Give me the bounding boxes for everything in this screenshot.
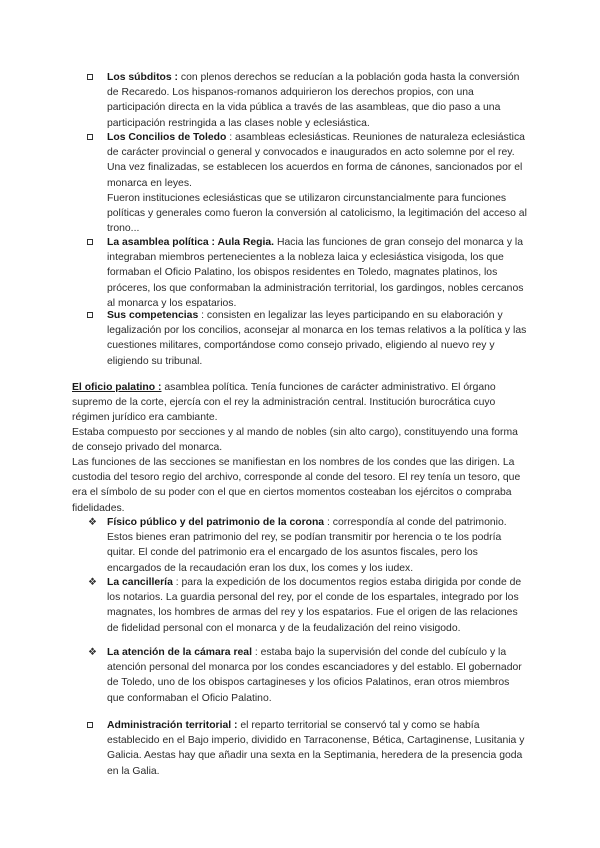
list-item-competencias: [87, 308, 527, 369]
list-item-text: [107, 515, 527, 576]
list-item-text-continued: Fueron instituciones eclesiásticas que se utilizaron circunstancialmente para funciones políticas y generales como fueron la conversión al catolicismo, la legitimación del acceso al trono...: [107, 192, 527, 235]
square-bullet-icon: [87, 312, 93, 318]
item-body: Hacia las funciones de gran consejo del monarca y la integraban miembros pertenecientes a la nobleza laica y eclesiástica visigoda, los que formaban el Oficio Palatino, los obispos residentes en Toledo, magnates platinos, los próceres, los que conformaban la administración territorial, los gardingos, nobles cercanos al monarca y los espatarios.: [107, 237, 524, 309]
paragraph-oficio-1: [72, 380, 532, 426]
diamond-bullet-icon: ❖: [88, 517, 97, 528]
item-body: : asambleas eclesiásticas. Reuniones de naturaleza eclesiástica de carácter provincial o general y convocados e inaugurados en acto solemne por el rey. Una vez finalizadas, se establecen los acuerdos en forma de cánones, sancionados por el monarca en leyes.: [107, 132, 525, 189]
paragraph-oficio-3: Las funciones de las secciones se manifiestan en los nombres de los condes que las dirigen. La custodia del tesoro regio del archivo, corresponde al conde del tesoro. El rey tenía un tesoro, que era el símbolo de su poder con el que en ciertos momentos costeaban los ejércitos o compraba fidelidades.: [72, 457, 521, 514]
item-title: Físico público y del patrimonio de la corona: [107, 517, 325, 528]
item-body: : correspondía al conde del patrimonio. Estos bienes eran patrimonio del rey, se podían transmitir por herencia o te los podría quitar. El conde del patrimonio era el encargado de los asuntos fiscales, pero los encargados de la recaudación eran los dux, los comes y los iudex.: [107, 517, 507, 574]
list-item-subditos: [87, 70, 527, 131]
square-bullet-icon: [87, 134, 93, 140]
list-item-text: [107, 575, 527, 636]
item-body: : para la expedición de los documentos regios estaba dirigida por conde de los notarios. La guardia personal del rey, por el conde de los espartales, integrado por los magnates, los hombres de armas del rey y los espatarios. Fue el origen de las relaciones de fidelidad personal con el monarca y de la feudalización del reino visigodo.: [107, 577, 522, 634]
paragraph-body: asamblea política. Tenía funciones de carácter administrativo. El órgano supremo de la corte, ejercía con el rey la administración central. Institución burocrática cuyo régimen jurídico era cambiante.: [72, 382, 496, 424]
item-title: Los súbditos :: [107, 72, 178, 83]
paragraph-oficio-2: Estaba compuesto por secciones y al mando de nobles (sin alto cargo), constituyendo una forma de consejo privado del monarca.: [72, 427, 518, 454]
list-item-text: [107, 235, 527, 311]
item-title: La cancillería: [107, 577, 173, 588]
diamond-bullet-icon: ❖: [88, 647, 97, 658]
list-item-text: [107, 645, 527, 706]
item-body: : consisten en legalizar las leyes participando en su elaboración y legalización por los concilios, aconsejar al monarca en los temas relativos a la política y las cuestiones militares, comportándose como consejo privado, eligiendo al nuevo rey y eligiendo su tribunal.: [107, 310, 527, 367]
list-item-concilios: [87, 130, 527, 236]
item-body: : estaba bajo la supervisión del conde del cubículo y la atención personal del monarca por los condes escanciadores y del establo. El gobernador de Toledo, uno de los obispos cartagineses y los oficios Palatinos, eran otros miembros que conformaban el Oficio Palatino.: [107, 647, 522, 704]
item-body: con plenos derechos se reducían a la población goda hasta la conversión de Recaredo. Los hispanos-romanos adquirieron los derechos propios, con una participación directa en la vida pública a través de las asambleas, que dio paso a una participación restringida a las clases noble y eclesiástica.: [107, 72, 520, 129]
list-item-text: [107, 718, 527, 779]
square-bullet-icon: [87, 74, 93, 80]
list-item-text: [107, 70, 527, 131]
diamond-bullet-icon: ❖: [88, 577, 97, 588]
list-item-camara: [87, 645, 527, 706]
list-item-administracion: [87, 718, 527, 779]
item-title: Sus competencias: [107, 310, 199, 321]
list-item-fisco: [87, 515, 527, 576]
item-title: La atención de la cámara real: [107, 647, 252, 658]
item-title: Los Concilios de Toledo: [107, 132, 227, 143]
list-item-cancilleria: [87, 575, 527, 636]
list-item-text: [107, 308, 527, 369]
item-title: Administración territorial :: [107, 720, 238, 731]
item-title: La asamblea política : Aula Regia.: [107, 237, 275, 248]
list-item-asamblea: [87, 235, 527, 311]
square-bullet-icon: [87, 722, 93, 728]
square-bullet-icon: [87, 239, 93, 245]
list-item-text: [107, 130, 527, 191]
item-body: el reparto territorial se conservó tal y como se había establecido en el Bajo imperio, dividido en Tarraconense, Bética, Cartaginense, Lusitania y Galicia. Aestas hay que añadir una sexta en la Septimania, heredera de la presencia goda en la Galia.: [107, 720, 525, 777]
section-heading: El oficio palatino :: [72, 382, 162, 393]
